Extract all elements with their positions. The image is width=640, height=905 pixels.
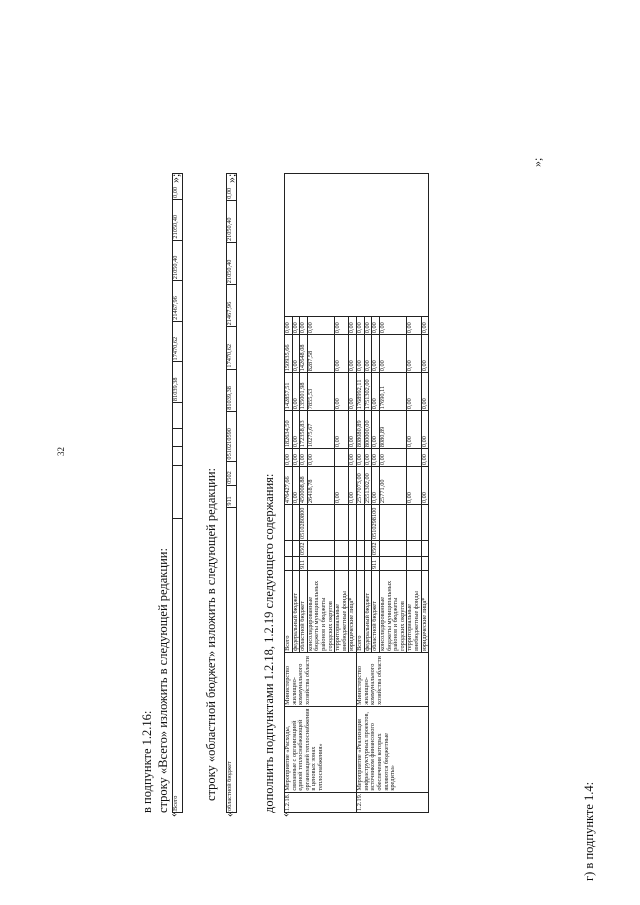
value-cell: 0,00 — [421, 335, 429, 373]
source-cell: консолидированные бюджеты муниципальных районов и бюджеты городских округов — [379, 571, 406, 653]
value-cell: 2551302,00 — [364, 467, 372, 505]
value-cell: 21050,40 — [227, 200, 237, 242]
value-cell: 142648,08 — [300, 335, 308, 373]
table-vsego-row — [172, 173, 183, 813]
value-cell: 476427,66 — [285, 467, 293, 505]
value-cell: 0,00 — [349, 335, 357, 373]
value-cell: 0,00 — [421, 411, 429, 449]
value-cell: 81039,38 — [227, 369, 237, 411]
subitem-name: Мероприятие «Реализация инфраструктурных проектов, источником финансового обеспечения которых являются бюджетные кредиты» — [357, 706, 429, 792]
value-cell: 21467,96 — [227, 285, 237, 327]
value-cell: 0,00 — [349, 411, 357, 449]
value-cell: 0,00 — [349, 449, 357, 467]
value-cell: 0,00 — [173, 174, 183, 200]
value-cell: 8080,89 — [379, 411, 406, 449]
value-cell: 0,00 — [292, 373, 300, 411]
source-cell: Всего — [285, 571, 293, 653]
value-cell: 142857,51 — [285, 373, 293, 411]
value-cell: 26418,78 — [307, 467, 334, 505]
value-cell: 0,00 — [292, 335, 300, 373]
value-cell: 21467,96 — [173, 281, 183, 322]
source-cell: территориальные внебюджетные фонды — [407, 571, 421, 653]
value-cell: 0,00 — [227, 174, 237, 201]
code-cell: 911 — [227, 485, 237, 507]
value-cell: 0,00 — [292, 317, 300, 335]
value-cell: 21050,40 — [227, 243, 237, 285]
subitem-number: 1.2.18. — [285, 792, 357, 812]
value-cell: 81039,38 — [173, 362, 183, 403]
close-mark-1: »; — [168, 173, 182, 183]
table-row — [285, 174, 293, 813]
source-cell: юридические лица* — [421, 571, 429, 653]
row-label: областной бюджет — [227, 507, 237, 812]
value-cell: 0,00 — [372, 467, 380, 505]
table-row — [227, 174, 237, 813]
row-label: Всего — [173, 518, 183, 812]
open-quote: « — [222, 811, 236, 817]
subitem-ministry: Министерство жилищно-коммунального хозяйства области — [285, 652, 357, 706]
page-number: 32 — [56, 447, 66, 456]
value-cell: 0,00 — [379, 317, 406, 335]
instruction-add: дополнить подпунктами 1.2.18, 1.2.19 следующего содержания: — [262, 473, 276, 813]
value-cell — [335, 449, 349, 467]
table-row — [173, 174, 183, 813]
value-cell: 17690,11 — [379, 373, 406, 411]
source-cell: федеральный бюджет — [364, 571, 372, 653]
value-cell: 21050,40 — [173, 199, 183, 240]
value-cell: 0,00 — [372, 373, 380, 411]
value-cell: 21050,40 — [173, 240, 183, 281]
value-cell: 0,00 — [307, 317, 334, 335]
code-cell: 0502 — [227, 461, 237, 485]
source-cell: областной бюджет — [300, 571, 308, 653]
code-cell: 0502 — [299, 542, 307, 556]
value-cell: 0,00 — [407, 411, 421, 449]
value-cell: 0,00 — [357, 335, 365, 373]
value-cell: 0,00 — [421, 467, 429, 505]
value-cell: 0,00 — [364, 335, 372, 373]
code-cell: 911 — [372, 557, 380, 571]
code-cell: 0510210590 — [227, 411, 237, 461]
intro-1-2-16: в подпункте 1.2.16: — [140, 710, 154, 813]
value-cell: 0,00 — [285, 317, 293, 335]
value-cell: 2577073,00 — [357, 467, 365, 505]
value-cell: 0,00 — [421, 449, 429, 467]
code-cell: 0510298100 — [372, 505, 380, 541]
value-cell: 0,00 — [335, 335, 349, 373]
value-cell: 0,00 — [421, 317, 429, 335]
subitem-name: Мероприятие «Расходы, связанные с организацией единой теплоснабжающей организацией теплоснабжения в ценовых зонах теплоснабжения» — [285, 706, 357, 792]
value-cell: 0,00 — [335, 411, 349, 449]
value-cell: 8287,58 — [307, 335, 334, 373]
value-cell: 0,00 — [335, 373, 349, 411]
value-cell: 0,00 — [292, 467, 300, 505]
value-cell: 0,00 — [407, 467, 421, 505]
value-cell: 808080,89 — [357, 411, 365, 449]
source-cell: территориальные внебюджетные фонды — [335, 571, 349, 653]
value-cell: 450008,88 — [300, 467, 308, 505]
value-cell: 0,00 — [335, 467, 349, 505]
value-cell: 0,00 — [407, 373, 421, 411]
value-cell: 0,00 — [292, 411, 300, 449]
value-cell: 0,00 — [372, 449, 380, 467]
value-cell: 800000,00 — [364, 411, 372, 449]
value-cell: 0,00 — [421, 373, 429, 411]
code-cell: 911 — [300, 557, 308, 571]
open-quote: « — [278, 811, 292, 817]
value-cell: 0,00 — [364, 449, 372, 467]
value-cell: 17470,62 — [173, 321, 183, 362]
value-cell: 0,00 — [285, 449, 293, 467]
subitem-number: 1.2.19. — [357, 792, 429, 812]
code-cell: 0510280800 — [300, 505, 308, 541]
value-cell: 0,00 — [372, 335, 380, 373]
value-cell: 0,00 — [307, 449, 334, 467]
value-cell: 182634,50 — [285, 411, 293, 449]
value-cell: 172358,83 — [300, 411, 308, 449]
code-cell: 0502 — [371, 542, 379, 556]
close-mark-2: »; — [224, 173, 238, 183]
source-cell: областной бюджет — [372, 571, 380, 653]
close-mark-3: »; — [530, 157, 544, 167]
value-cell: 150935,66 — [285, 335, 293, 373]
footer-line: г) в подпункте 1.4: — [582, 781, 596, 881]
value-cell: 0,00 — [292, 449, 300, 467]
source-cell: консолидированные бюджеты муниципальных районов и бюджеты городских округов — [307, 571, 334, 653]
table-new-subitems — [284, 173, 429, 813]
source-cell: федеральный бюджет — [292, 571, 300, 653]
value-cell: 0,00 — [349, 373, 357, 411]
value-cell: 25771,00 — [379, 467, 406, 505]
source-cell: Всего — [357, 571, 365, 653]
value-cell: 0,00 — [364, 317, 372, 335]
value-cell — [407, 449, 421, 467]
value-cell: 7855,53 — [307, 373, 334, 411]
source-cell: юридические лица* — [349, 571, 357, 653]
open-quote: « — [166, 811, 180, 817]
value-cell: 0,00 — [407, 335, 421, 373]
value-cell: 0,00 — [300, 317, 308, 335]
value-cell: 0,00 — [372, 411, 380, 449]
value-cell: 0,00 — [407, 317, 421, 335]
value-cell: 0,00 — [335, 317, 349, 335]
value-cell: 0,00 — [300, 449, 308, 467]
value-cell: 0,00 — [379, 449, 406, 467]
instruction-oblast: строку «областной бюджет» изложить в следующей редакции: — [204, 467, 218, 801]
instruction-vsego: строку «Всего» изложить в следующей редакции: — [156, 548, 170, 813]
value-cell: 17470,62 — [227, 327, 237, 369]
value-cell: 0,00 — [349, 467, 357, 505]
value-cell: 0,00 — [357, 449, 365, 467]
value-cell: 1751302,00 — [364, 373, 372, 411]
subitem-ministry: Министерство жилищно-коммунального хозяйства области — [357, 652, 429, 706]
value-cell: 10275,67 — [307, 411, 334, 449]
value-cell: 0,00 — [372, 317, 380, 335]
value-cell: 0,00 — [379, 335, 406, 373]
value-cell: 0,00 — [357, 317, 365, 335]
value-cell: 1768992,11 — [357, 373, 365, 411]
table-oblast-row — [226, 173, 237, 813]
value-cell: 0,00 — [349, 317, 357, 335]
value-cell: 135001,98 — [300, 373, 308, 411]
